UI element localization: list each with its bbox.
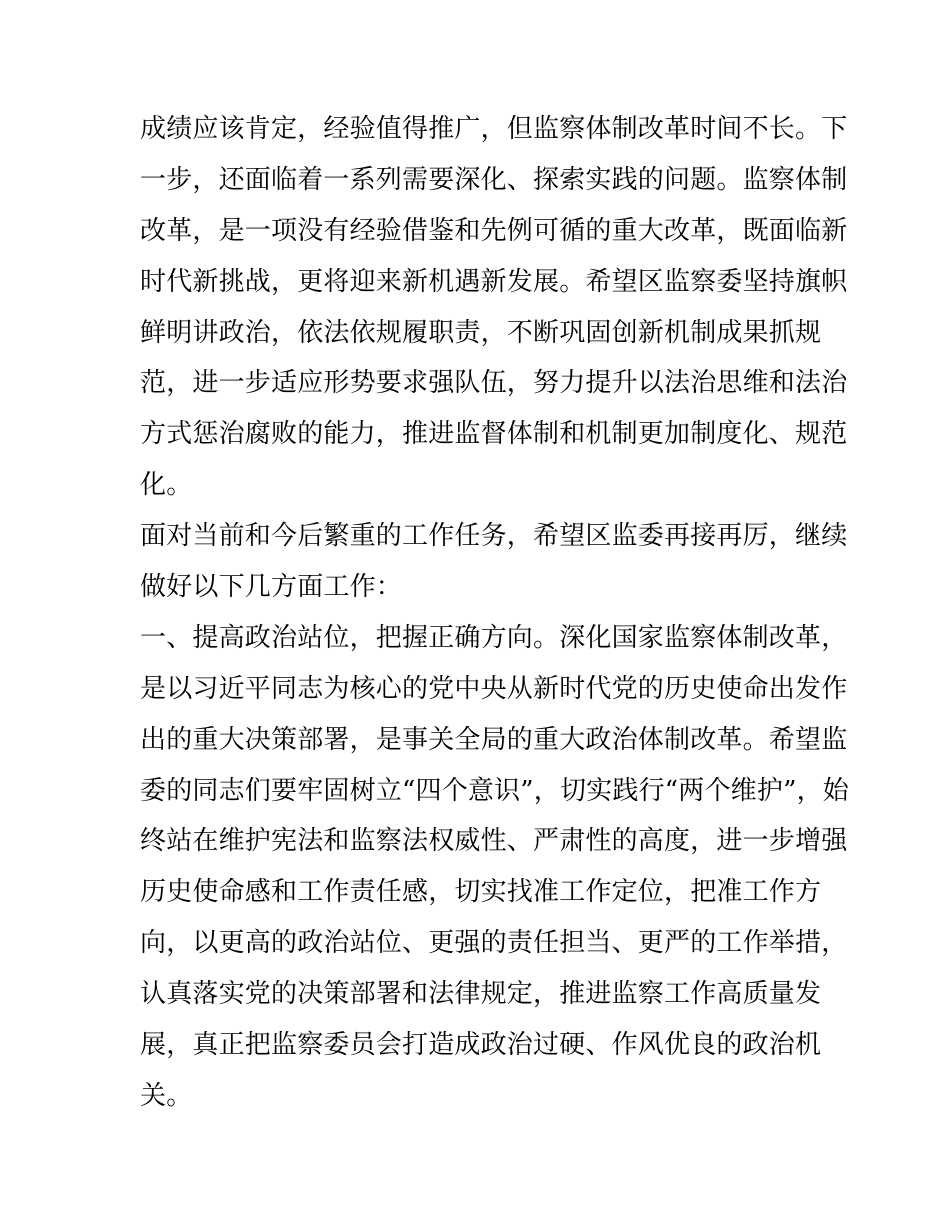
text-line-15: 终站在维护宪法和监察法权威性、严肃性的高度，进一步增强 bbox=[140, 826, 848, 857]
text-line-17: 向，以更高的政治站位、更强的责任担当、更严的工作举措， bbox=[140, 928, 848, 959]
text-line-14: 委的同志们要牢固树立“四个意识”，切实践行“两个维护”，始 bbox=[140, 775, 849, 806]
document-body bbox=[140, 104, 849, 1122]
text-line-3: 改革，是一项没有经验借鉴和先例可循的重大改革，既面临新 bbox=[140, 215, 848, 246]
text-line-5: 鲜明讲政治，依法依规履职责，不断巩固创新机制成果抓规 bbox=[140, 317, 822, 348]
text-line-8: 化。 bbox=[140, 470, 193, 501]
text-line-9: 面对当前和今后繁重的工作任务，希望区监委再接再厉，继续 bbox=[140, 521, 848, 552]
text-line-19: 展，真正把监察委员会打造成政治过硬、作风优良的政治机 bbox=[140, 1030, 822, 1061]
text-line-12: 是以习近平同志为核心的党中央从新时代党的历史使命出发作 bbox=[140, 673, 848, 704]
text-line-2: 一步，还面临着一系列需要深化、探索实践的问题。监察体制 bbox=[140, 164, 848, 195]
text-line-6: 范，进一步适应形势要求强队伍，努力提升以法治思维和法治 bbox=[140, 368, 848, 399]
text-line-4: 时代新挑战，更将迎来新机遇新发展。希望区监察委坚持旗帜 bbox=[140, 266, 848, 297]
text-line-1: 成绩应该肯定，经验值得推广，但监察体制改革时间不长。下 bbox=[140, 114, 848, 144]
text-line-11: 一、提高政治站位，把握正确方向。深化国家监察体制改革， bbox=[140, 622, 848, 653]
text-line-7: 方式惩治腐败的能力，推进监督体制和机制更加制度化、规范 bbox=[140, 419, 848, 450]
text-line-10: 做好以下几方面工作： bbox=[140, 572, 403, 603]
text-line-20: 关。 bbox=[140, 1080, 193, 1111]
text-line-13: 出的重大决策部署，是事关全局的重大政治体制改革。希望监 bbox=[140, 724, 848, 755]
text-line-18: 认真落实党的决策部署和法律规定，推进监察工作高质量发 bbox=[140, 979, 822, 1010]
text-line-16: 历史使命感和工作责任感，切实找准工作定位，把准工作方 bbox=[140, 877, 822, 908]
